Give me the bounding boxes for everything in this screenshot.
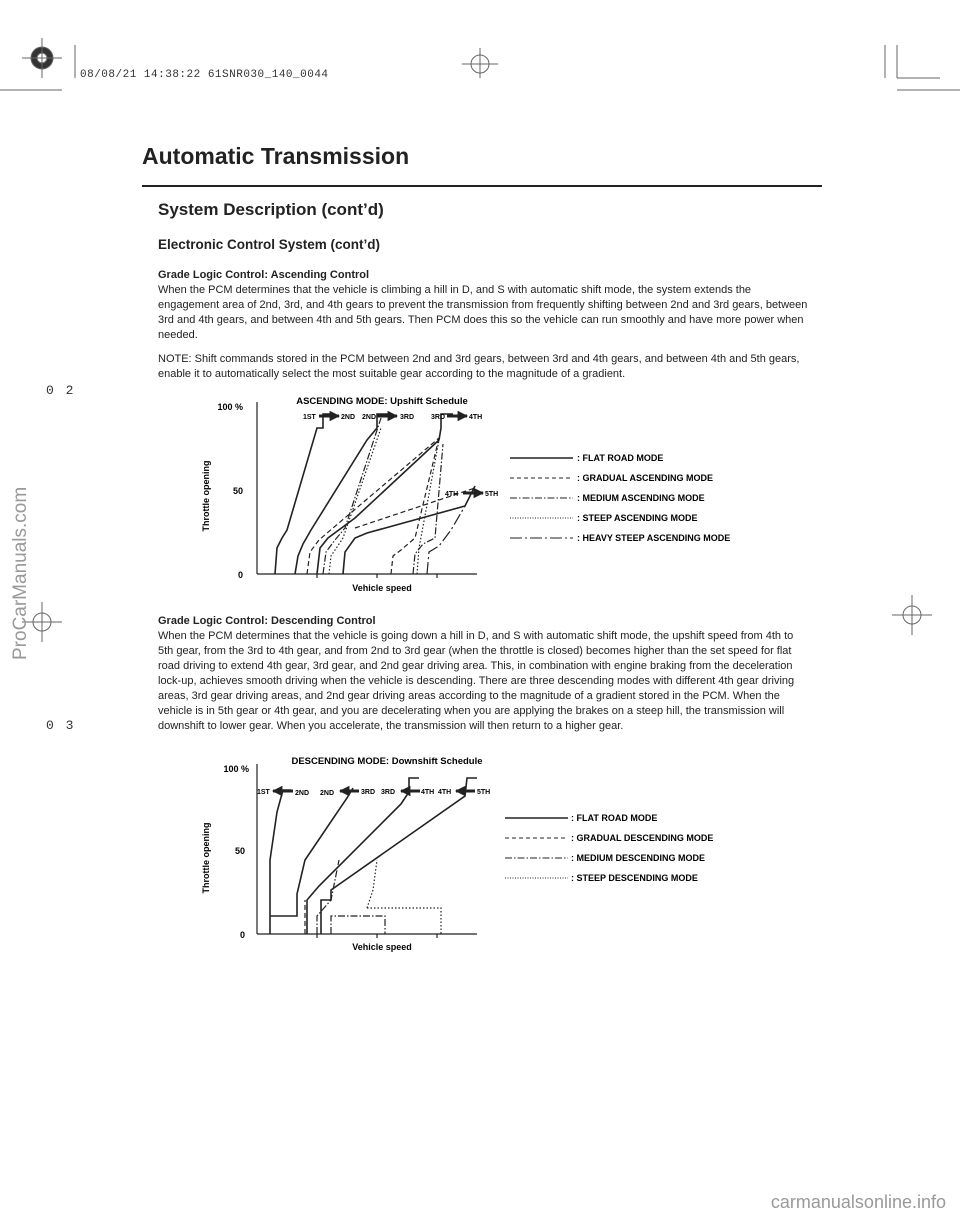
ascending-medium-line-2 xyxy=(413,444,443,574)
descending-x-label: Vehicle speed xyxy=(352,942,412,952)
ascending-steep-line-2 xyxy=(417,440,439,574)
ascending-shift-label: 3RD xyxy=(431,414,446,421)
ascending-legend-item: : MEDIUM ASCENDING MODE xyxy=(577,493,705,503)
descending-chart-title: DESCENDING MODE: Downshift Schedule xyxy=(291,756,483,767)
ascending-shift-label: 4TH xyxy=(445,491,459,498)
descending-heading: Grade Logic Control: Descending Control xyxy=(158,615,376,627)
ascending-legend-item: : FLAT ROAD MODE xyxy=(577,453,664,463)
section-title: System Description (cont’d) xyxy=(158,200,384,219)
descending-legend-item: : GRADUAL DESCENDING MODE xyxy=(571,833,714,843)
side-watermark: ProCarManuals.com xyxy=(10,486,31,660)
descending-y-tick-0: 0 xyxy=(239,930,245,940)
ascending-legend-item: : HEAVY STEEP ASCENDING MODE xyxy=(577,533,731,543)
ascending-chart-title: ASCENDING MODE: Upshift Schedule xyxy=(296,396,468,407)
descending-y-tick-50: 50 xyxy=(234,846,245,856)
descending-body: When the PCM determines that the vehicle is going down a hill in D, and S with automatic shift mode, the upshift speed from 4th to 5th gear, from the 3rd to 4th gear, and from 2nd to 3rd gear (when the throttle is closed) becomes higher than the set speed for flat road driving to extend 4th gear, 3rd gear, and 2nd gear driving area. This, in combination with engine braking from the deceleration lock-up, achieves smooth driving when the vehicle is descending. There are three descending modes with different 4th gear driving areas, 3rd gear driving areas, and 2nd gear driving areas according to the magnitude of a gradient stored in the PCM. When the vehicle is in 5th gear or 4th gear, and you are decelerating when you are applying the brakes on a steep hill, the transmission will downshift to lower gear. When you accelerate, the transmission will then return to a higher gear. xyxy=(158,630,795,732)
ascending-flat-2-3 xyxy=(295,414,391,574)
descending-steep-line xyxy=(367,860,377,908)
descending-steep-line-2 xyxy=(367,908,441,934)
descending-legend-item: : STEEP DESCENDING MODE xyxy=(571,873,698,883)
ascending-note: NOTE: Shift commands stored in the PCM between 2nd and 3rd gears, between 3rd and 4th gears, and between 4th and 5th gears, enable it to automatically select the most suitable gear according to the magnitude of a gradient. xyxy=(158,353,800,380)
ascending-y-tick-50: 50 xyxy=(232,486,243,496)
descending-section xyxy=(158,614,808,734)
ascending-chart xyxy=(195,388,775,598)
descending-flat-1-2 xyxy=(270,790,291,934)
ascending-shift-label: 3RD xyxy=(400,414,415,421)
descending-legend-item: : MEDIUM DESCENDING MODE xyxy=(571,853,706,863)
sub-title: Electronic Control System (cont’d) xyxy=(158,237,381,252)
side-number: 0 2 xyxy=(46,383,76,398)
title-rule xyxy=(142,185,822,187)
descending-y-label: Throttle opening xyxy=(201,822,211,894)
ascending-y-tick-100: 100 % xyxy=(217,402,243,412)
ascending-heavy-line xyxy=(427,506,465,574)
ascending-legend-item: : STEEP ASCENDING MODE xyxy=(577,513,698,523)
descending-shift-label: 5TH xyxy=(477,789,491,796)
ascending-shift-label: 2ND xyxy=(341,414,356,421)
ascending-shift-label: 2ND xyxy=(362,414,377,421)
descending-shift-label: 3RD xyxy=(361,789,376,796)
descending-flat-2-3 xyxy=(270,788,353,916)
ascending-y-label: Throttle opening xyxy=(201,460,211,532)
ascending-body: When the PCM determines that the vehicle is climbing a hill in D, and S with automatic shift mode, the system extends the engagement area of 2nd, 3rd, and 4th gears to prevent the transmission from frequently shifting between 2nd and 3rd gears, between 3rd and 4th gears, and between 4th and 5th gears. Then PCM does this so the vehicle can run smoothly and have more power when needed. xyxy=(158,284,808,341)
page-title: Automatic Transmission xyxy=(142,143,410,169)
ascending-shift-label: 1ST xyxy=(303,414,316,421)
ascending-x-label: Vehicle speed xyxy=(352,583,412,593)
ascending-y-tick-0: 0 xyxy=(237,570,243,580)
descending-shift-label: 4TH xyxy=(438,789,452,796)
ascending-section xyxy=(158,268,808,382)
descending-shift-label: 1ST xyxy=(257,789,270,796)
print-stamp: 08/08/21 14:38:22 61SNR030_140_0044 xyxy=(80,69,329,81)
descending-flat-3-4 xyxy=(307,778,419,934)
descending-shift-label: 2ND xyxy=(295,790,310,797)
ascending-flat-4-5 xyxy=(343,486,475,574)
descending-chart xyxy=(195,750,775,960)
ascending-shift-label: 4TH xyxy=(469,414,483,421)
descending-medium-line-2 xyxy=(331,916,385,934)
footer-watermark: carmanualsonline.info xyxy=(770,1192,946,1212)
descending-y-tick-100: 100 % xyxy=(223,764,249,774)
descending-shift-label: 4TH xyxy=(421,789,435,796)
ascending-flat-1-2 xyxy=(275,414,335,574)
descending-shift-label: 2ND xyxy=(320,790,335,797)
descending-shift-label: 3RD xyxy=(381,789,396,796)
side-number: 0 3 xyxy=(46,718,76,733)
descending-legend-item: : FLAT ROAD MODE xyxy=(571,813,658,823)
ascending-heading: Grade Logic Control: Ascending Control xyxy=(158,269,370,281)
ascending-shift-label: 5TH xyxy=(485,491,499,498)
ascending-legend-item: : GRADUAL ASCENDING MODE xyxy=(577,473,714,483)
